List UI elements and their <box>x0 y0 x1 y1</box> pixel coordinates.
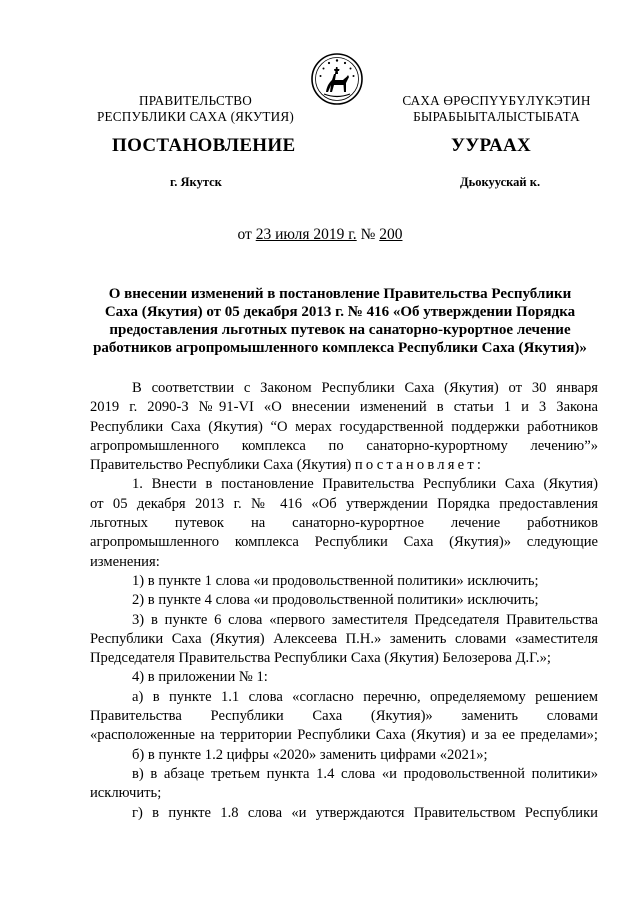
body-line: льготных путевок на санаторно-курортное лечение работников <box>90 515 598 532</box>
title-line: предоставления льготных путевок на санаторно-курортное лечение <box>109 322 571 338</box>
body-line: 3) в пункте 6 слова «первого заместителя Председателя Правительства <box>132 611 598 628</box>
document-dateline <box>0 226 640 244</box>
resolution-keyword: постановляет: <box>354 457 485 474</box>
body-line: агропромышленного комплекса Республики Саха (Якутия)» следующие <box>90 534 598 551</box>
document-title <box>90 285 590 357</box>
body-line: изменения: <box>90 553 160 570</box>
body-line: в) в абзаце третьем пункта 1.4 слова «и продовольственной политики» <box>132 765 598 782</box>
government-name-line2: РЕСПУБЛИКИ САХА (ЯКУТИЯ) <box>96 109 294 124</box>
title-line: О внесении изменений в постановление Правительства Республики <box>108 286 572 302</box>
body-line: «расположенные на территории Республики Саха (Якутия) и за ее пределами»; <box>90 727 598 744</box>
government-name-sakha-line2: БЫРАБЫЫТАЛЫСТЫБАТА <box>413 109 580 124</box>
body-line: 4) в приложении № 1: <box>132 669 268 686</box>
dateline-number-sign: № <box>356 226 380 243</box>
body-line <box>90 456 598 475</box>
body-line: б) в пункте 1.2 цифры «2020» заменить цифрами «2021»; <box>132 746 488 763</box>
body-line: от 05 декабря 2013 г. № 416 «Об утверждении Порядка предоставления <box>90 495 598 512</box>
document-body <box>90 379 598 823</box>
document-date: 23 июля 2019 г. <box>255 226 357 243</box>
body-line: а) в пункте 1.1 слова «согласно перечню, определяемому решением <box>132 688 598 705</box>
document-number: 200 <box>379 226 403 243</box>
body-line: Республики Саха (Якутия) Алексеева П.Н.» заменить словами «заместителя <box>90 630 598 647</box>
body-line: 1. Внести в постановление Правительства Республики Саха (Якутия) <box>132 476 598 493</box>
title-line: работников агропромышленного комплекса Республики Саха (Якутия)» <box>93 340 587 356</box>
document-kind-russian: ПОСТАНОВЛЕНИЕ <box>112 135 296 156</box>
body-line: 2) в пункте 4 слова «и продовольственной политики» исключить; <box>132 592 539 609</box>
dateline-prefix: от <box>237 226 256 243</box>
body-line: В соответствии с Законом Республики Саха (Якутия) от 30 января <box>132 380 598 396</box>
government-name-line1: ПРАВИТЕЛЬСТВО <box>139 93 252 108</box>
body-line: агропромышленного комплекса по санаторно-курортному лечению”» <box>90 437 598 454</box>
city-sakha: Дьокуускай к. <box>460 175 541 189</box>
body-line: Правительства Республики Саха (Якутия)» заменить словами <box>90 708 598 725</box>
title-line: Саха (Якутия) от 05 декабря 2013 г. № 416 «Об утверждении Порядка <box>104 304 576 320</box>
government-name-sakha-line1: САХА ӨРӨСПҮҮБҮЛҮКЭТИН <box>402 93 591 108</box>
coat-of-arms-emblem-icon <box>310 52 364 106</box>
body-line: Республики Саха (Якутия) “О мерах государственной поддержки работников <box>90 418 598 435</box>
body-line: 1) в пункте 1 слова «и продовольственной политики» исключить; <box>132 572 539 589</box>
body-line: 2019 г. 2090-З №91-VI «О внесении изменений в статьи 1 и 3 Закона <box>90 399 598 416</box>
header-right-block <box>384 93 609 125</box>
document-kind-sakha: УУРААХ <box>451 135 532 156</box>
body-line-part: Правительство Республики Саха (Якутия) <box>90 457 355 474</box>
body-line: Председателя Правительства Республики Саха (Якутия) Белозерова Д.Г.»; <box>90 650 551 667</box>
body-line: исключить; <box>90 785 162 802</box>
city-russian: г. Якутск <box>170 175 222 189</box>
body-line: г) в пункте 1.8 слова «и утверждаются Правительством Республики <box>132 804 598 821</box>
header-left-block <box>88 93 303 125</box>
